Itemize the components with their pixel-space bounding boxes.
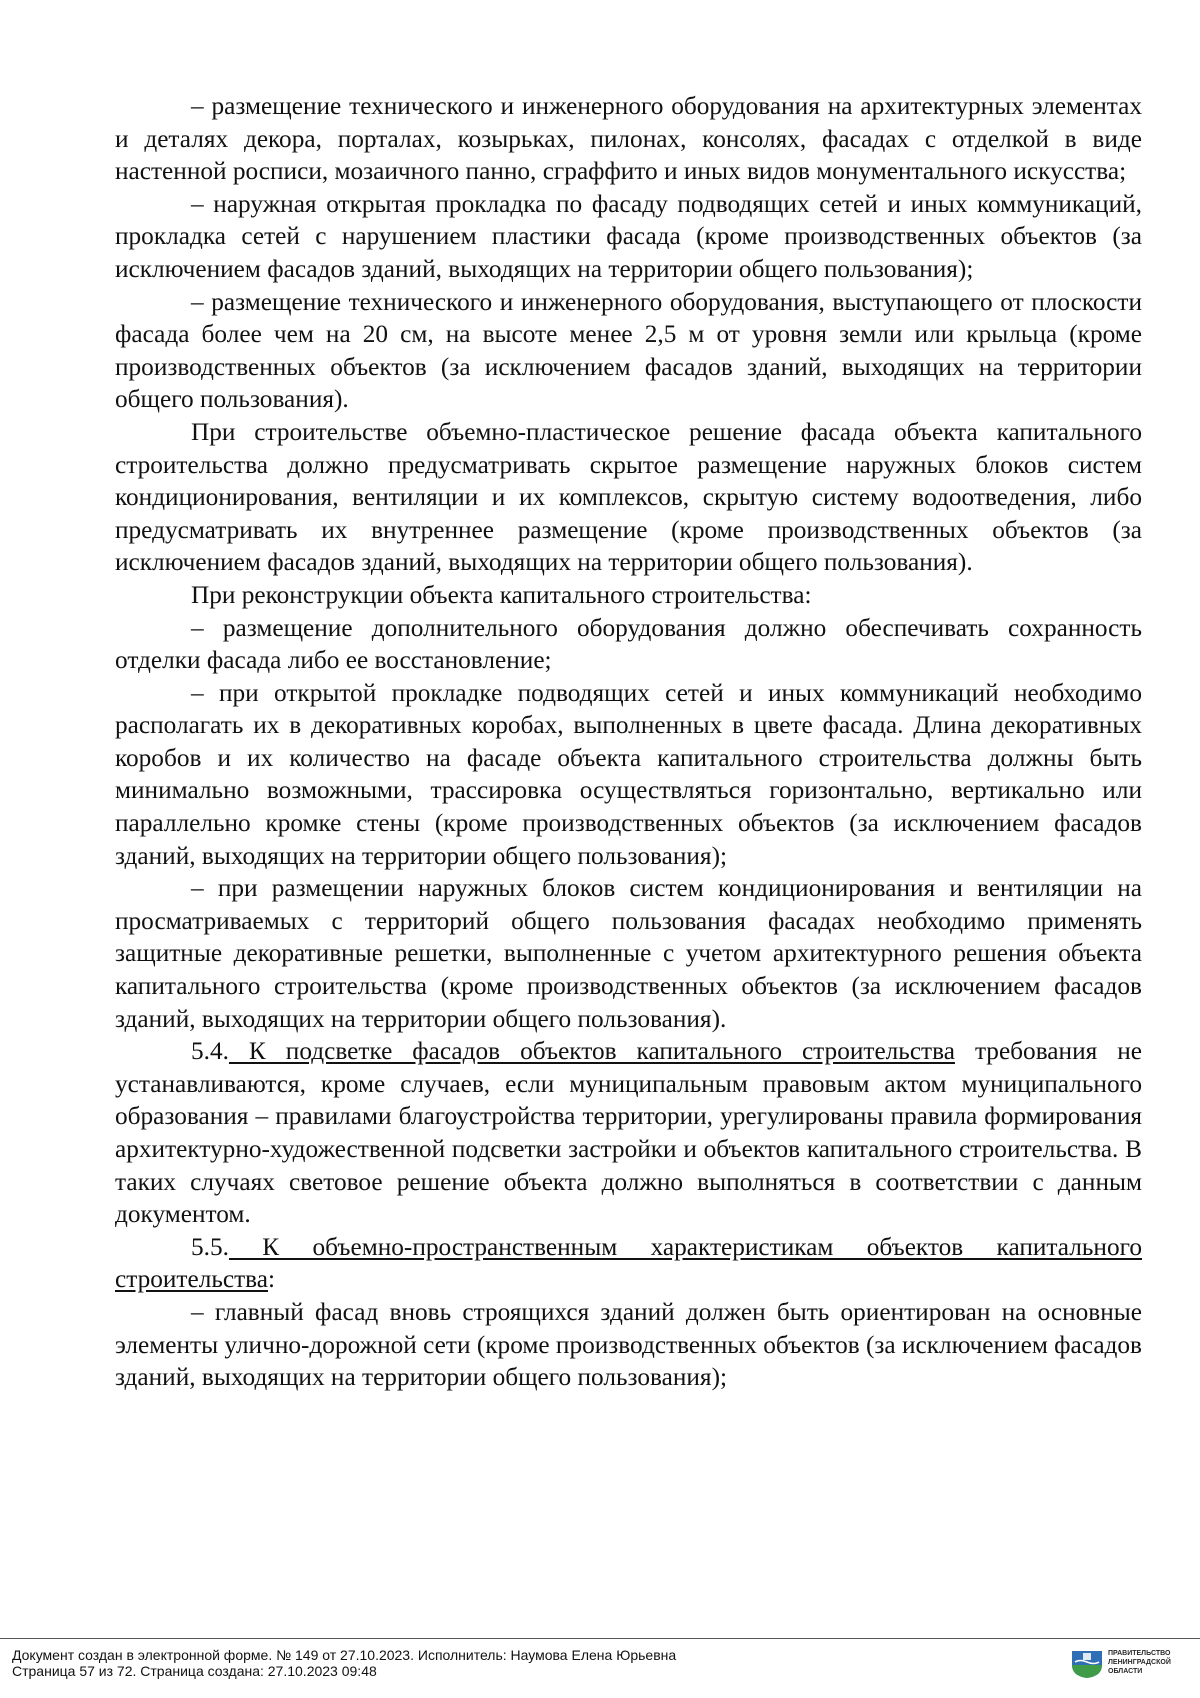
paragraph-8: – при размещении наружных блоков систем кондиционирования и вентиляции на просматриваемых с территорий общего пользования фасадах необходимо применять защитные декоративные решетки, выполненные с учетом архитектурного решения объекта капитального строительства (кроме производственных объектов (за исключением фасадов зданий, выходящих на территории общего пользования).	[115, 874, 1142, 1033]
document-body	[115, 90, 1142, 1394]
section-5-5-number: 5.5.	[191, 1232, 229, 1261]
paragraph-2: – наружная открытая прокладка по фасаду подводящих сетей и иных коммуникаций, прокладка сетей с нарушением пластики фасада (кроме производственных объектов (за исключением фасадов зданий, выходящих на территории общего пользования);	[115, 189, 1142, 283]
paragraph-5: При реконструкции объекта капитального строительства:	[191, 580, 812, 609]
footer	[12, 1647, 912, 1679]
footer-line-2: Страница 57 из 72. Страница создана: 27.10.2023 09:48	[12, 1663, 377, 1679]
section-5-5-colon: :	[268, 1265, 276, 1294]
paragraph-3: – размещение технического и инженерного оборудования, выступающего от плоскости фасада более чем на 20 см, на высоте менее 2,5 м от уровня земли или крыльца (кроме производственных объектов (за исключением фасадов зданий, выходящих на территории общего пользования).	[115, 287, 1142, 414]
section-5-5-heading: К объемно-пространственным характеристикам объектов капитального строительства	[115, 1232, 1142, 1294]
section-5-4-heading: К подсветке фасадов объектов капитального строительства	[228, 1037, 955, 1066]
section-5-4-number: 5.4.	[191, 1037, 229, 1066]
paragraph-7: – при открытой прокладке подводящих сетей и иных коммуникаций необходимо располагать их в декоративных коробах, выполненных в цвете фасада. Длина декоративных коробов и их количество на фасаде объекта капитального строительства должны быть минимально возможными, трассировка осуществляться горизонтально, вертикально или параллельно кромке стены (кроме производственных объектов (за исключением фасадов зданий, выходящих на территории общего пользования);	[115, 678, 1142, 870]
section-5-4-body: требования не устанавливаются, кроме случаев, если муниципальным правовым актом муниципального образования – правилами благоустройства территории, урегулированы правила формирования архитектурно-художественной подсветки застройки и объектов капитального строительства. В таких случаях световое решение объекта должно выполняться в соответствии с данным документом.	[115, 1037, 1142, 1229]
section-5-5	[115, 1231, 1142, 1296]
footer-divider	[0, 1638, 1200, 1639]
paragraph-1: – размещение технического и инженерного оборудования на архитектурных элементах и деталях декора, порталах, козырьках, пилонах, консолях, фасадах с отделкой в виде настенной росписи, мозаичного панно, сграффито и иных видов монументального искусства;	[115, 92, 1142, 186]
logo-text: ПРАВИТЕЛЬСТВО ЛЕНИНГРАДСКОЙ ОБЛАСТИ	[1108, 1650, 1171, 1675]
section-5-5-item: – главный фасад вновь строящихся зданий должен быть ориентирован на основные элементы улично-дорожной сети (кроме производственных объектов (за исключением фасадов зданий, выходящих на территории общего пользования);	[115, 1297, 1143, 1392]
paragraph-4: При строительстве объемно-пластическое решение фасада объекта капитального строительства должно предусматривать скрытое размещение наружных блоков систем кондиционирования, вентиляции и их комплексов, скрытую систему водоотведения, либо предусматривать их внутреннее размещение (кроме производственных объектов (за исключением фасадов зданий, выходящих на территории общего пользования).	[115, 417, 1142, 577]
section-5-4	[115, 1035, 1142, 1231]
coat-of-arms-icon	[1070, 1649, 1104, 1679]
footer-line-1: Документ создан в электронной форме. № 149 от 27.10.2023. Исполнитель: Наумова Елена Юрьевна	[12, 1647, 677, 1663]
paragraph-6: – размещение дополнительного оборудования должно обеспечивать сохранность отделки фасада либо ее восстановление;	[115, 613, 1142, 675]
